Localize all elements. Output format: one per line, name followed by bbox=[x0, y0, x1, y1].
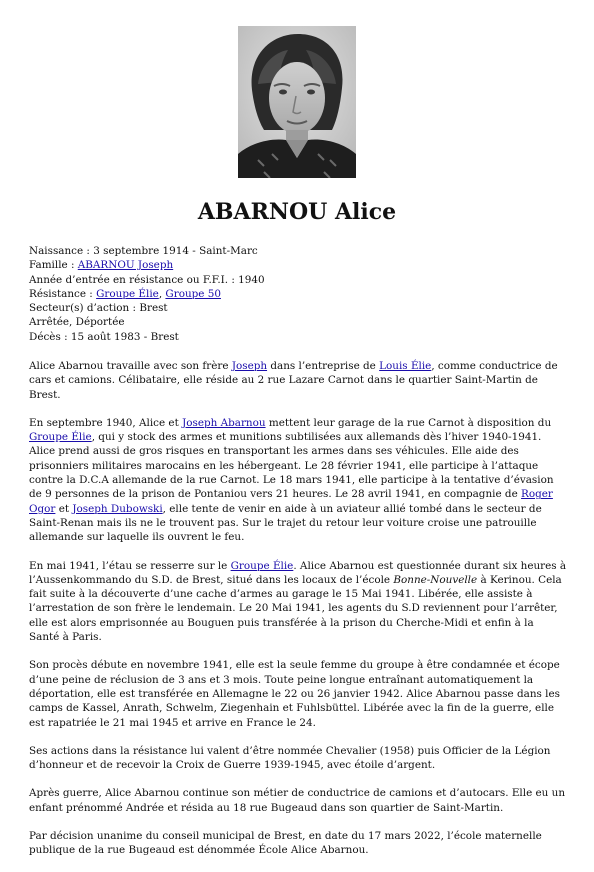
fact-link[interactable]: Groupe 50 bbox=[165, 287, 221, 300]
fact-label: Décès : bbox=[29, 330, 71, 343]
fact-label: Famille : bbox=[29, 259, 78, 272]
text-run: , qui y stock des armes et munitions subtilisées aux allemands dès l’hiver 1940-1941. Alice prend aussi de gros risques en transportant les armes dans ses véhicules. Elle aide des prisonniers militaires marocains en les hébergeant. Le 28 février 1941, elle participe à l’attaque contre la D.C.A allemande de la rue Carnot. Le 18 mars 1941, elle participe à la tentative d’évasion de 9 personnes de la prison de Pontaniou vers 21 heures. Le 28 avril 1941, en compagnie de bbox=[29, 431, 554, 501]
portrait-image bbox=[238, 26, 356, 178]
emphasis-text: Bonne-Nouvelle bbox=[393, 573, 478, 586]
biography-text bbox=[29, 359, 567, 872]
inline-link[interactable]: Joseph bbox=[231, 360, 268, 372]
text-run: , elle tente de venir en aide à un aviateur allié tombé dans le secteur de Saint-Renan mais ils ne le trouvent pas. Sur le trajet du retour leur voiture croise une patrouille allemande sur laquelle ils ouvrent le feu. bbox=[29, 502, 542, 544]
text-run: En mai 1941, l’étau se resserre sur le bbox=[29, 559, 231, 572]
fact-link[interactable]: Groupe Élie bbox=[96, 287, 159, 300]
text-run: mettent leur garage de la rue Carnot à disposition du bbox=[265, 416, 552, 429]
text-run: Alice Abarnou travaille avec son frère bbox=[29, 360, 232, 372]
text-run: Ses actions dans la résistance lui valent d’être nommée Chevalier (1958) puis Officier de la Légion d’honneur et de recevoir la Croix de Guerre 1939-1945, avec étoile d’argent. bbox=[29, 744, 551, 772]
inline-link[interactable]: Groupe Élie bbox=[230, 559, 294, 572]
inline-link[interactable]: Louis Élie bbox=[379, 360, 432, 372]
paragraph bbox=[29, 359, 567, 402]
text-run: Son procès débute en novembre 1941, elle est la seule femme du groupe à être condamnée et écope d’une peine de réclusion de 3 ans et 3 mois. Toute peine longue entraînant automatiquement la déportation, elle est transférée en Allemagne le 22 ou 26 janvier 1942. Alice Abarnou passe dans les camps de Kassel, Anrath, Schwelm, Ziegenhain et Fuhlsbüttel. Libérée avec la fin de la guerre, elle est rapatriée le 21 mai 1945 et arrive en France le 24. bbox=[29, 659, 560, 729]
page-title: ABARNOU Alice bbox=[197, 199, 397, 225]
fact-value: 3 septembre 1914 - Saint-Marc bbox=[93, 245, 258, 257]
inline-link[interactable]: Roger Ogor bbox=[29, 488, 553, 515]
inline-link[interactable]: Joseph Dubowski bbox=[72, 502, 163, 515]
paragraph bbox=[29, 744, 567, 773]
paragraph bbox=[29, 559, 567, 645]
fact-row bbox=[29, 244, 569, 258]
portrait-photo bbox=[238, 26, 356, 178]
fact-link[interactable]: ABARNOU Joseph bbox=[77, 259, 174, 272]
text-run: Après guerre, Alice Abarnou continue son métier de conductrice de camions et d’autocars. Elle eu un enfant prénommé Andrée et résida au 18 rue Bugeaud dans son quartier de Saint-Martin. bbox=[29, 787, 566, 814]
fact-row bbox=[29, 315, 569, 329]
text-run: et bbox=[55, 502, 73, 515]
fact-row bbox=[29, 330, 569, 344]
fact-value: 1940 bbox=[238, 273, 265, 286]
inline-link[interactable]: Groupe Élie bbox=[29, 431, 92, 444]
inline-link[interactable]: Joseph Abarnou bbox=[182, 416, 266, 429]
paragraph bbox=[29, 786, 567, 815]
fact-value: Brest bbox=[139, 302, 168, 315]
fact-label: Secteur(s) d’action : bbox=[29, 302, 140, 315]
paragraph bbox=[29, 416, 567, 545]
text-run: , comme conductrice de cars et camions. Célibataire, elle réside au 2 rue Lazare Carnot dans le quartier Saint-Martin de Brest. bbox=[29, 360, 558, 401]
paragraph bbox=[29, 658, 567, 729]
fact-label: Naissance : bbox=[29, 245, 94, 257]
fact-row bbox=[29, 301, 569, 315]
text-run: Par décision unanime du conseil municipal de Brest, en date du 17 mars 2022, l’école maternelle publique de la rue Bugeaud est dénommée École Alice Abarnou. bbox=[29, 830, 542, 857]
fact-value: Arrêtée, Déportée bbox=[29, 316, 125, 329]
text-run: dans l’entreprise de bbox=[267, 360, 380, 372]
facts-list bbox=[29, 244, 569, 344]
fact-label: Résistance : bbox=[29, 287, 97, 300]
fact-label: Année d’entrée en résistance ou F.F.I. : bbox=[29, 273, 239, 286]
fact-row bbox=[29, 273, 569, 287]
fact-value: 15 août 1983 - Brest bbox=[70, 330, 179, 343]
fact-row: Résistance : Groupe Élie, Groupe 50 bbox=[29, 287, 221, 300]
paragraph bbox=[29, 829, 567, 858]
fact-row bbox=[29, 258, 569, 272]
text-run: . Alice Abarnou est questionnée durant six heures à l’Aussenkommando du S.D. de Brest, situé dans les locaux de l’école bbox=[29, 559, 567, 586]
text-run: à Kerinou. Cela fait suite à la découverte d’une cache d’armes au garage le 15 Mai 1941. Libérée, elle assiste à l’arrestation de son frère le lendemain. Le 20 Mai 1941, les agents du S.D reviennent pour l’arrêter, elle est alors emprisonnée au Bouguen puis transférée à la prison du Cherche-Midi et enfin à la Santé à Paris. bbox=[29, 573, 562, 644]
text-run: En septembre 1940, Alice et bbox=[29, 416, 183, 429]
